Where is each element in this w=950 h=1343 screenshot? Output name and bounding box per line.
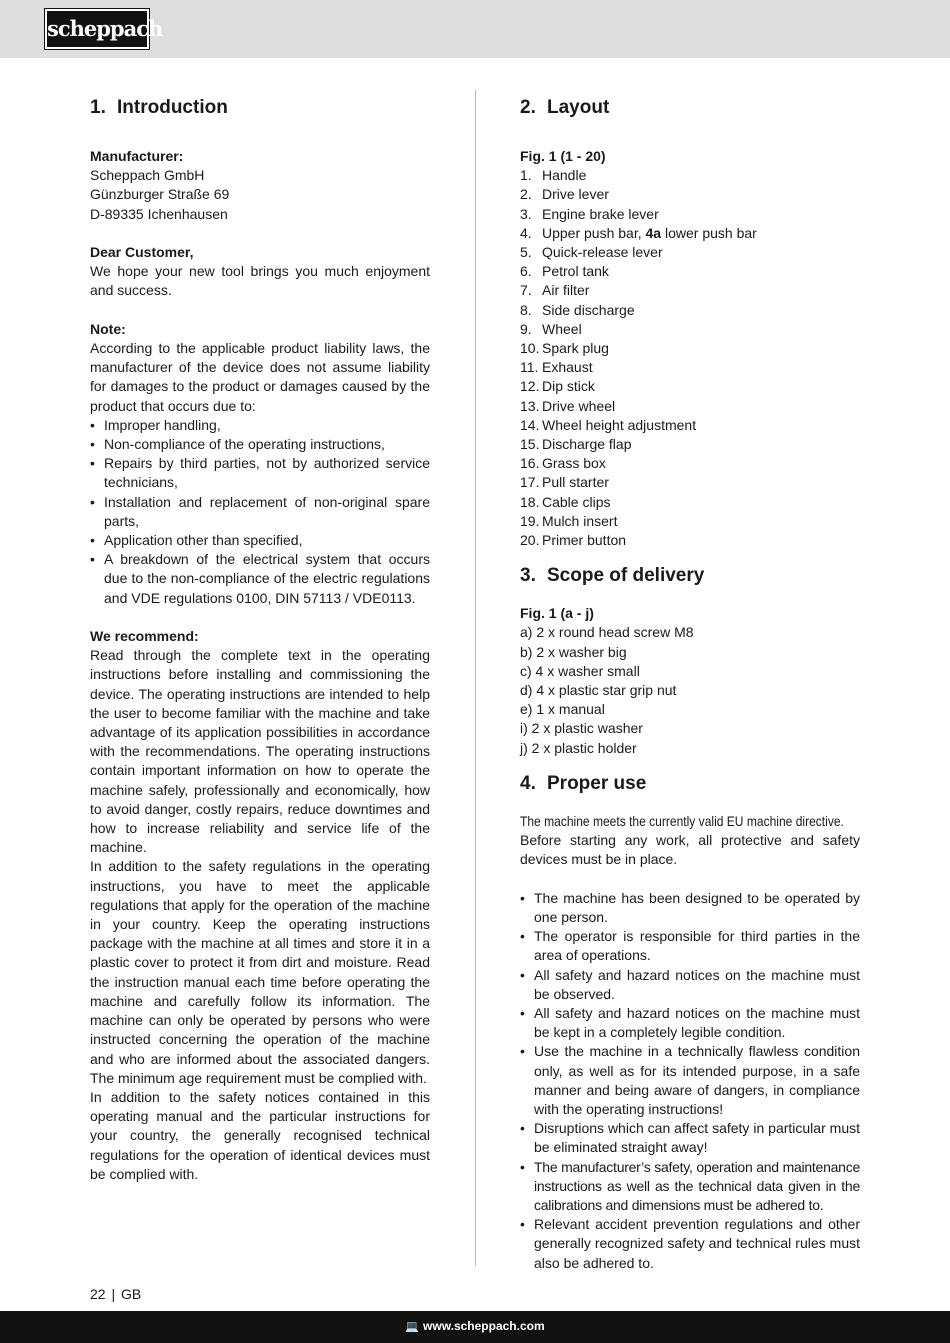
list-item: b) 2 x washer big [520, 643, 627, 660]
list-item: • A breakdown of the electrical system that occurs due to the non-compliance of the electric regulations and VDE regulations 0100, DIN 57113 / VDE0113. [90, 550, 430, 608]
address-line: D-89335 Ichenhausen [90, 205, 228, 222]
list-item: • All safety and hazard notices on the machine must be kept in a completely legible condition. [520, 1004, 860, 1042]
section-heading-scope-of-delivery: 3. Scope of delivery [520, 565, 705, 587]
page-number: 22 | GB [90, 1286, 142, 1302]
website-link[interactable]: www.scheppach.com [423, 1319, 545, 1333]
proper-use-list [520, 889, 860, 1273]
proper-use-intro: Before starting any work, all protective and safety devices must be in place. [520, 832, 860, 868]
left-column [90, 96, 430, 1184]
recommend-label: We recommend: [90, 628, 199, 645]
parts-list [520, 166, 860, 550]
address-line: Günzburger Straße 69 [90, 186, 230, 203]
figure-label: Fig. 1 (1 - 20) [520, 148, 606, 164]
manufacturer-label: Manufacturer: [90, 148, 184, 164]
list-item: • Installation and replacement of non-original spare parts, [90, 493, 430, 531]
list-item: • The operator is responsible for third parties in the area of operations. [520, 927, 860, 965]
list-item: • Use the machine in a technically flawless condition only, as well as for its intended purpose, in a safe manner and being aware of dangers, in compliance with the operating instructions! [520, 1042, 860, 1119]
recommend-paragraph: In addition to the safety notices contained in this operating manual and the particular instructions for your country, the generally recognised technical regulations for the operation of identical devices must be complied with. [90, 1088, 430, 1182]
list-item: 9. Wheel [520, 320, 582, 337]
list-item: 2. Drive lever [520, 186, 609, 203]
list-item: 4. Upper push bar, 4a lower push bar [520, 224, 757, 241]
list-item: • The machine has been designed to be operated by one person. [520, 889, 860, 927]
list-item: 18. Cable clips [520, 493, 611, 510]
list-item: 7. Air filter [520, 282, 590, 299]
monitor-icon: 💻 [405, 1321, 420, 1333]
footer-bar [0, 1311, 950, 1343]
section-heading-introduction: 1. Introduction [90, 97, 228, 118]
directive-text: The machine meets the currently valid EU machine directive. [520, 812, 844, 829]
list-item: c) 4 x washer small [520, 662, 640, 679]
list-item: 15. Discharge flap [520, 436, 632, 453]
figure-label: Fig. 1 (a - j) [520, 605, 594, 622]
right-column [520, 96, 860, 1273]
dear-customer-text: We hope your new tool brings you much enjoyment and success. [90, 263, 430, 299]
list-item: 19. Mulch insert [520, 512, 618, 529]
list-item: 11. Exhaust [520, 359, 593, 376]
list-item: • Disruptions which can affect safety in particular must be eliminated straight away! [520, 1119, 860, 1157]
list-item: • Non-compliance of the operating instructions, [90, 435, 430, 454]
list-item: 5. Quick-release lever [520, 244, 663, 261]
section-heading-layout: 2. Layout [520, 97, 610, 118]
list-item: • Application other than specified, [90, 531, 430, 550]
note-text: According to the applicable product liability laws, the manufacturer of the device does not assume liability for damages to the product or damages caused by the product that occurs due to: [90, 340, 430, 414]
list-item: i) 2 x plastic washer [520, 720, 643, 737]
liability-list [90, 416, 430, 608]
list-item: • Relevant accident prevention regulations and other generally recognized safety and technical rules must also be adhered to. [520, 1215, 860, 1273]
list-item: d) 4 x plastic star grip nut [520, 682, 677, 699]
list-item: 10. Spark plug [520, 340, 609, 357]
list-item: 12. Dip stick [520, 378, 595, 395]
list-item: e) 1 x manual [520, 701, 605, 718]
list-item: • Improper handling, [90, 416, 430, 435]
list-item: • The manufacturer’s safety, operation and maintenance instructions as well as the technical data given in the calibrations and dimensions must be adhered to. [520, 1158, 860, 1216]
section-heading-proper-use: 4. Proper use [520, 772, 647, 794]
recommend-paragraph: In addition to the safety regulations in the operating instructions, you have to meet the applicable regulations that apply for the operation of the machine in your country. Keep the operating instructions package with the machine at all times and store it in a plastic cover to protect it from dirt and moisture. Read the instruction manual each time before operating the machine and carefully follow its information. The machine can only be operated by persons who were instructed concerning the operation of the machine and who are informed about the associated dangers. The minimum age requirement must be complied with. [90, 858, 430, 1086]
list-item: • All safety and hazard notices on the machine must be observed. [520, 966, 860, 1004]
list-item: j) 2 x plastic holder [520, 739, 637, 756]
address-line: Scheppach GmbH [90, 167, 205, 184]
list-item: 16. Grass box [520, 455, 606, 472]
list-item: 20. Primer button [520, 532, 627, 549]
list-item: 3. Engine brake lever [520, 205, 659, 222]
list-item: 13. Drive wheel [520, 397, 616, 414]
list-item: a) 2 x round head screw M8 [520, 624, 694, 641]
note-label: Note: [90, 320, 126, 337]
column-divider [475, 90, 476, 1266]
list-item: • Repairs by third parties, not by authorized service technicians, [90, 454, 430, 492]
list-item: 14. Wheel height adjustment [520, 416, 697, 433]
list-item: 17. Pull starter [520, 474, 609, 491]
header-bar [0, 0, 950, 58]
scheppach-logo: scheppach [45, 9, 149, 49]
recommend-paragraph: Read through the complete text in the operating instructions before installing and commissioning the device. The operating instructions are intended to help the user to become familiar with the machine and take advantage of its application possibilities in accordance with the recommendations. The operating instructions contain important information on how to operate the machine safely, professionally and economically, how to avoid danger, costly repairs, reduce downtimes and how to increase reliability and service life of the machine. [90, 647, 430, 856]
dear-customer-label: Dear Customer, [90, 244, 194, 260]
list-item: 8. Side discharge [520, 301, 635, 318]
list-item: 1. Handle [520, 167, 587, 184]
list-item: 6. Petrol tank [520, 263, 609, 280]
